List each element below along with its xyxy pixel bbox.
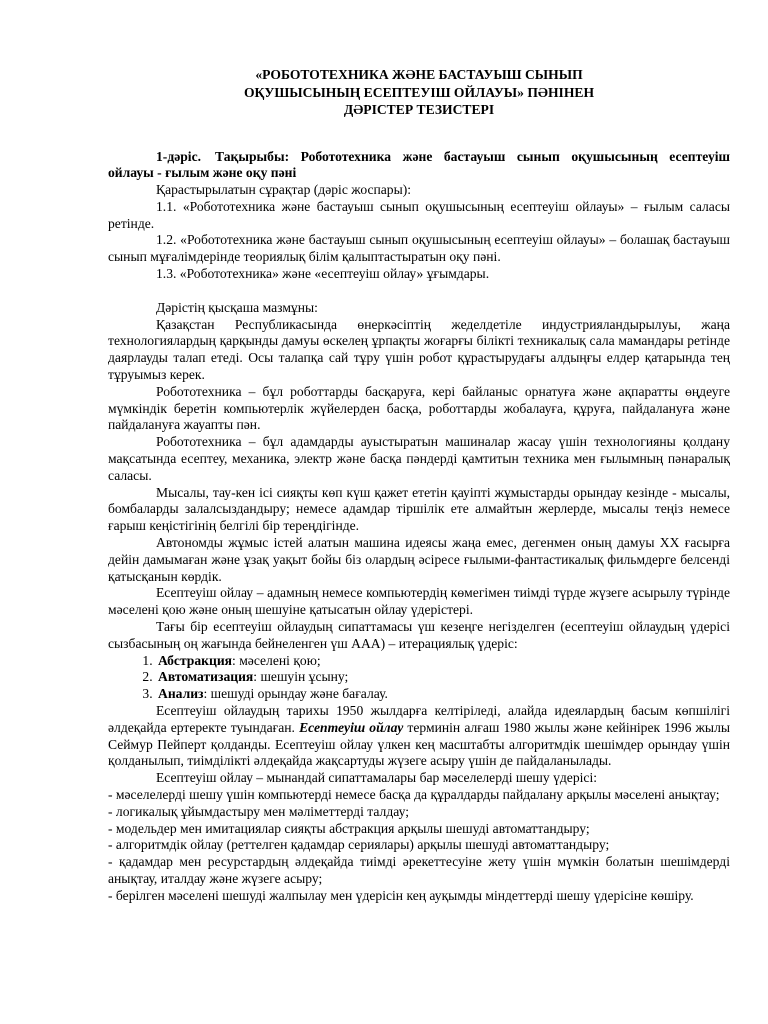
process-item: - модельдер мен имитациялар сияқты абстракция арқылы шешуді автоматтандыру; (108, 820, 590, 836)
process-item: - логикалық ұйымдастыру мен мәліметтерді талдау; (108, 803, 409, 819)
paragraph: Есептеуіш ойлау – адамның немесе компьютердің көмегімен тиімді түрде жүзеге асырылу түрінде мәселені қою және оның шешуіне қатысатын ойлау үдерістері. (108, 585, 730, 618)
process-item: - берілген мәселені шешуді жалпылау мен үдерісін кең ауқымды міндеттерді шешу үдерісіне көшіру. (108, 887, 694, 903)
lecture-number: 1-дәріс. (156, 148, 202, 164)
list-item-desc: : шешуін ұсыну; (253, 669, 349, 685)
lecture-topic: Тақырыбы: Робототехника және бастауыш сынып оқушысының есептеуіш ойлауы - ғылым және оқу пәні (108, 148, 730, 181)
paragraph: Мысалы, тау-кен ісі сияқты көп күш қажет ететін қауіпті жұмыстарды орындау кезінде - мысалы, бомбаларды залалсыздандыру; немесе адамдар тіршілік ете алмайтын жерлерде, мысалы теңіз немесе ғарыш кеңістігінің белгілі бір тереңдігінде. (108, 484, 730, 534)
paragraph: Автономды жұмыс істей алатын машина идеясы жаңа емес, дегенмен оның дамуы XX ғасырға дейін дамымаған және ұзақ уақыт бойы біз олардың әсіресе ғылыми-фантастикалық фильмдерге белсенді қатысқанын көрдік. (108, 535, 730, 584)
paragraph: Қазақстан Республикасында өнеркәсіптің жеделдетіле индустрияландырылуы, жаңа технологиялардың қарқынды дамуы өскелең ұрпақты жоғарғы білікті техникалық сала мамандары ретінде даярлауды талап етеді. Осы талапқа сай тұру үшін робот құрастырудағы алдыңғы елдер қатарында тең тұруымыз керек. (108, 316, 730, 383)
history-text-before: Есептеуіш ойлаудың тарихы 1950 жылдарға келтіріледі, алайда идеялардың басым көпшілігі әлдеқайда ертеректе туындаған. (108, 703, 730, 735)
summary-heading: Дәрістің қысқаша мазмұны: (156, 299, 318, 315)
plan-item: 1.2. «Робототехника және бастауыш сынып оқушысының есептеуіш ойлауы» – болашақ бастауыш сынып мұғалімдерінде теориялық білім қалыптастыратын оқу пәні. (108, 232, 730, 265)
list-item-term: Автоматизация (158, 669, 254, 685)
process-item: - алгоритмдік ойлау (реттелген қадамдар сериялары) арқылы шешуді автоматтандыру; (108, 837, 610, 853)
title-line: «РОБОТОТЕХНИКА ЖӘНЕ БАСТАУЫШ СЫНЫП (255, 67, 583, 82)
history-text-after: терминін алғаш 1980 жылы және кейінірек 1996 жылы Сеймур Пейперт қолданды. Есептеуіш ойлау үлкен кең масштабты алгоритмдік шешімдер орындау үшін қолданылып, тиімділікті әлдеқайда жақсартуды жүзеге асыру үшін де пайдаланылады. (108, 719, 730, 769)
process-intro: Есептеуіш ойлау – мынандай сипаттамалары бар мәселелерді шешу үдерісі: (156, 770, 597, 786)
process-item: - қадамдар мен ресурстардың әлдеқайда тиімді әрекеттесуіне жету үшін мүмкін болатын шешімдерді анықтау, италдау және жүзеге асыру; (108, 854, 730, 886)
list-item (156, 669, 730, 686)
history-paragraph (108, 703, 730, 770)
list-item-term: Анализ (158, 686, 204, 702)
paragraph: Робототехника – бұл роботтарды басқаруға, кері байланыс орнатуға және ақпаратты өңдеуге мүмкіндік беретін компьютерлік жүйелерден басқа, роботтарды жобалауға, құруға, пайдалануға және пайдалануға жауапты пән. (108, 383, 730, 433)
title-line: ОҚУШЫСЫНЫҢ ЕСЕПТЕУІШ ОЙЛАУЫ» ПӘНІНЕН (243, 84, 595, 100)
lecture-heading (108, 149, 730, 183)
list-item (156, 686, 730, 703)
list-item (156, 653, 730, 670)
plan-heading: Қарастырылатын сұрақтар (дәріс жоспары): (156, 182, 412, 198)
paragraph: Тағы бір есептеуіш ойлаудың сипаттамасы үш кезеңге негізделген (есептеуіш ойлаудың үдерісі сызбасының оң жағында бейнеленген үш ААА) – итерациялық үдеріс: (108, 619, 730, 651)
history-term: Есептеуіш ойлау (299, 719, 404, 735)
document-title (108, 66, 730, 119)
aaa-list (108, 653, 730, 703)
plan-item: 1.3. «Робототехника» және «есептеуіш ойлау» ұғымдары. (156, 266, 490, 282)
process-item: - мәселелерді шешу үшін компьютерді немесе басқа да құралдарды пайдалану арқылы мәселені анықтау; (108, 786, 720, 802)
title-line: ДӘРІСТЕР ТЕЗИСТЕРІ (343, 102, 495, 117)
plan-item: 1.1. «Робототехника және бастауыш сынып оқушысының есептеуіш ойлауы» – ғылым саласы ретінде. (108, 198, 730, 231)
list-item-term: Абстракция (158, 652, 233, 668)
paragraph: Робототехника – бұл адамдарды ауыстыратын машиналар жасау үшін технологияны қолдану мақсатында есептеу, механика, электр және басқа пәндерді қамтитын техника мен ғылымның пәнаралық саласы. (108, 434, 730, 483)
list-item-desc: : шешуді орындау және бағалау. (203, 686, 388, 702)
list-item-desc: : мәселені қою; (232, 652, 321, 668)
